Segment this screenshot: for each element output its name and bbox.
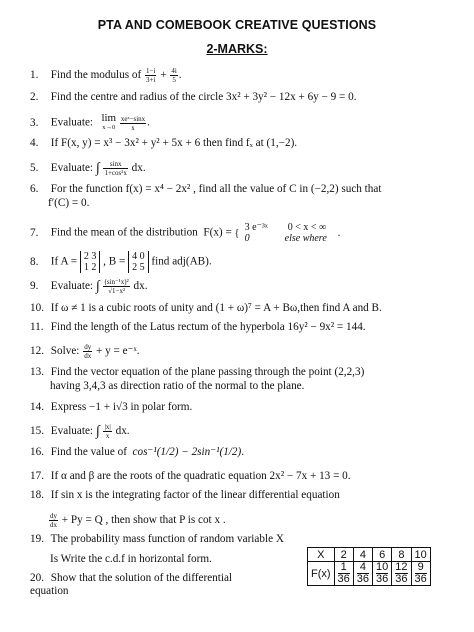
question-4 bbox=[30, 137, 297, 150]
page-title: PTA AND COMEBOOK CREATIVE QUESTIONS bbox=[97, 18, 377, 32]
matrix-a bbox=[80, 251, 101, 273]
question-text: + y = e⁻ˣ. bbox=[95, 345, 140, 358]
table-cell: 6 bbox=[373, 548, 392, 562]
integral-sign: ∫ bbox=[95, 161, 100, 176]
table-cell: 8 bbox=[392, 548, 411, 562]
question-number: 1. bbox=[30, 69, 39, 82]
limit-label: lim bbox=[101, 112, 117, 124]
question-text: Evaluate: bbox=[50, 280, 94, 293]
question-text: Find the length of the Latus rectum of the hyperbola 16y² − 9x² = 144. bbox=[50, 321, 366, 333]
pmf-table bbox=[307, 547, 431, 586]
question-5 bbox=[30, 160, 146, 177]
punct: . bbox=[147, 116, 150, 129]
numerator: dy bbox=[84, 343, 92, 351]
question-text: If bbox=[50, 255, 59, 268]
question-text: The probability mass function of random variable X bbox=[50, 533, 284, 545]
question-20-cont bbox=[30, 585, 69, 598]
question-text: Evaluate: bbox=[50, 425, 94, 438]
integral-sign: ∫ bbox=[95, 424, 100, 439]
question-text: Evaluate: bbox=[50, 162, 94, 175]
denominator: 36 bbox=[376, 573, 389, 585]
question-3 bbox=[30, 114, 150, 132]
question-16 bbox=[30, 446, 244, 459]
question-number: 4. bbox=[30, 137, 39, 149]
question-18 bbox=[30, 489, 340, 502]
matrix-row: 2 3 bbox=[83, 251, 97, 262]
numerator: 4 bbox=[357, 562, 369, 574]
question-14 bbox=[30, 401, 192, 414]
denominator: dx bbox=[50, 521, 57, 529]
matrix-b-label: , B = bbox=[103, 255, 126, 268]
question-8 bbox=[30, 251, 212, 273]
numerator: |x| bbox=[104, 423, 111, 431]
question-number: 20. bbox=[30, 572, 44, 584]
denominator: 36 bbox=[356, 573, 370, 585]
numerator: xeˣ−sinx bbox=[120, 114, 146, 123]
table-cell bbox=[353, 562, 372, 586]
matrix-row: 4 0 bbox=[132, 251, 145, 262]
question-13-cont bbox=[50, 380, 304, 393]
table-cell: 4 bbox=[353, 548, 372, 562]
limit bbox=[101, 114, 116, 132]
question-text: If sin x is the integrating factor of the linear differential equation bbox=[50, 489, 340, 501]
function-label: F(x) = bbox=[203, 226, 232, 239]
table-cell: F(x) bbox=[308, 562, 335, 586]
question-number: 8. bbox=[30, 255, 39, 268]
table-cell: 10 bbox=[411, 548, 430, 562]
question-text: Find the modulus of bbox=[50, 69, 142, 82]
question-text: Find the centre and radius of the circle 3x² + 3y² − 12x + 6y − 9 = 0. bbox=[50, 91, 357, 103]
question-11 bbox=[30, 321, 366, 334]
question-20 bbox=[30, 572, 232, 585]
case-1: 3 e⁻³ˣ 0 < x < ∞ bbox=[244, 222, 327, 233]
table-cell bbox=[334, 562, 353, 586]
question-9 bbox=[30, 278, 148, 295]
table-row bbox=[308, 562, 431, 586]
piecewise-cases bbox=[245, 222, 327, 244]
table-cell bbox=[411, 562, 430, 586]
question-number: 15. bbox=[30, 425, 44, 438]
matrix-row: 1 2 bbox=[83, 262, 97, 273]
numerator: (sin⁻¹x)² bbox=[104, 278, 129, 286]
differential: dx. bbox=[131, 162, 146, 175]
fraction bbox=[103, 160, 127, 177]
question-19 bbox=[30, 533, 284, 546]
cell-fraction bbox=[357, 562, 369, 585]
section-heading: 2-MARKS: bbox=[206, 42, 268, 56]
cell-fraction bbox=[415, 562, 427, 585]
question-text: Evaluate: bbox=[50, 116, 94, 129]
question-number: 5. bbox=[30, 162, 39, 175]
question-6-cont bbox=[48, 197, 89, 210]
question-text: f′(C) = 0. bbox=[48, 197, 90, 209]
plus-sign: + bbox=[160, 69, 167, 82]
denominator: dx bbox=[84, 352, 92, 360]
cell-fraction bbox=[395, 562, 407, 585]
denominator: 36 bbox=[414, 573, 427, 585]
punct: . bbox=[178, 69, 182, 82]
fraction bbox=[49, 512, 58, 529]
denominator: 5 bbox=[172, 76, 176, 84]
question-number: 3. bbox=[30, 116, 39, 129]
denominator: 3+i bbox=[146, 76, 156, 84]
question-13 bbox=[30, 366, 364, 379]
question-12 bbox=[30, 343, 140, 360]
question-number: 13. bbox=[30, 366, 44, 378]
numerator: 1 bbox=[338, 562, 350, 574]
question-text: Show that the solution of the differential bbox=[50, 572, 233, 584]
question-18-cont bbox=[48, 512, 226, 529]
numerator: 10 bbox=[376, 561, 389, 573]
matrix-b bbox=[128, 251, 149, 273]
question-text: Find the mean of the distribution bbox=[50, 226, 198, 239]
question-text: Solve: bbox=[50, 345, 80, 358]
numerator: 4i bbox=[171, 67, 177, 75]
question-text: If ω ≠ 1 is a cubic roots of unity and (1 + ω)⁷ = A + Bω,then find A and B. bbox=[50, 302, 382, 314]
cell-fraction bbox=[338, 562, 350, 585]
question-text: Find the vector equation of the plane passing through the point (2,2,3) bbox=[50, 366, 365, 378]
question-15 bbox=[30, 423, 130, 440]
question-text: Express −1 + i√3 in polar form. bbox=[50, 401, 193, 413]
denominator: √1−x² bbox=[108, 287, 126, 295]
matrix-row: 2 5 bbox=[132, 262, 145, 273]
question-number: 17. bbox=[30, 470, 44, 482]
question-number: 7. bbox=[30, 226, 39, 239]
numerator: 9 bbox=[415, 562, 427, 574]
question-number: 9. bbox=[30, 280, 39, 293]
expression: cos⁻¹(1/2) − 2sin⁻¹(1/2) bbox=[132, 446, 242, 458]
question-text: + Py = Q , then show that P is cot x . bbox=[61, 514, 226, 527]
question-number: 11. bbox=[30, 321, 44, 333]
question-number: 12. bbox=[30, 345, 44, 358]
denominator: x bbox=[131, 123, 135, 132]
question-text: find adj(AB). bbox=[151, 255, 212, 268]
question-number: 2. bbox=[30, 91, 39, 103]
matrix-a-label: A = bbox=[60, 255, 78, 268]
differential: dx. bbox=[133, 280, 148, 293]
question-text: If α and β are the roots of the quadratic equation 2x² − 7x + 13 = 0. bbox=[50, 470, 351, 482]
cell-fraction bbox=[376, 562, 388, 585]
denominator: x bbox=[105, 432, 110, 440]
denominator: 36 bbox=[337, 573, 350, 585]
question-2 bbox=[30, 91, 357, 104]
differential: dx. bbox=[115, 425, 130, 438]
case-2: 0 else where bbox=[244, 233, 327, 244]
question-number: 10. bbox=[30, 302, 44, 314]
question-text: Find the value of bbox=[50, 446, 127, 458]
question-text: If F(x, y) = x³ − 3x² + y² + 5x + 6 then find fₓ at (1,−2). bbox=[50, 137, 298, 149]
punct: . bbox=[241, 446, 245, 458]
question-text: having 3,4,3 as direction ratio of the normal to the plane. bbox=[50, 380, 305, 392]
piecewise: { bbox=[234, 227, 242, 239]
punct: . bbox=[337, 226, 341, 239]
numerator: dy bbox=[50, 512, 57, 520]
numerator: sinx bbox=[103, 160, 127, 169]
table-row bbox=[308, 548, 431, 562]
fraction bbox=[170, 67, 177, 84]
fraction bbox=[83, 343, 92, 360]
table-cell bbox=[392, 562, 411, 586]
question-number: 18. bbox=[30, 489, 44, 501]
numerator: 12 bbox=[395, 561, 408, 573]
question-17 bbox=[30, 470, 351, 483]
denominator: 36 bbox=[395, 573, 408, 585]
fraction bbox=[145, 67, 156, 84]
question-10 bbox=[30, 302, 382, 315]
fraction bbox=[120, 115, 146, 132]
question-19-cont bbox=[50, 553, 212, 566]
table-cell: 2 bbox=[334, 548, 353, 562]
question-number: 19. bbox=[30, 533, 44, 545]
question-number: 16. bbox=[30, 446, 44, 458]
integral-sign: ∫ bbox=[95, 279, 100, 294]
fraction bbox=[103, 423, 111, 440]
table-cell: X bbox=[308, 548, 335, 562]
numerator: 1−i bbox=[146, 67, 156, 75]
table-cell bbox=[373, 562, 392, 586]
question-text: equation bbox=[30, 585, 69, 597]
question-number: 6. bbox=[30, 183, 39, 195]
question-number: 14. bbox=[30, 401, 44, 413]
question-text: For the function f(x) = x⁴ − 2x² , find all the value of C in (−2,2) such that bbox=[50, 183, 382, 195]
question-text: Is Write the c.d.f in horizontal form. bbox=[50, 553, 212, 565]
question-6 bbox=[30, 183, 381, 196]
question-1 bbox=[30, 67, 182, 84]
denominator: 1+cos²x bbox=[104, 169, 127, 177]
question-7 bbox=[30, 222, 340, 244]
limit-sub: x→0 bbox=[102, 124, 116, 131]
fraction bbox=[103, 278, 129, 295]
